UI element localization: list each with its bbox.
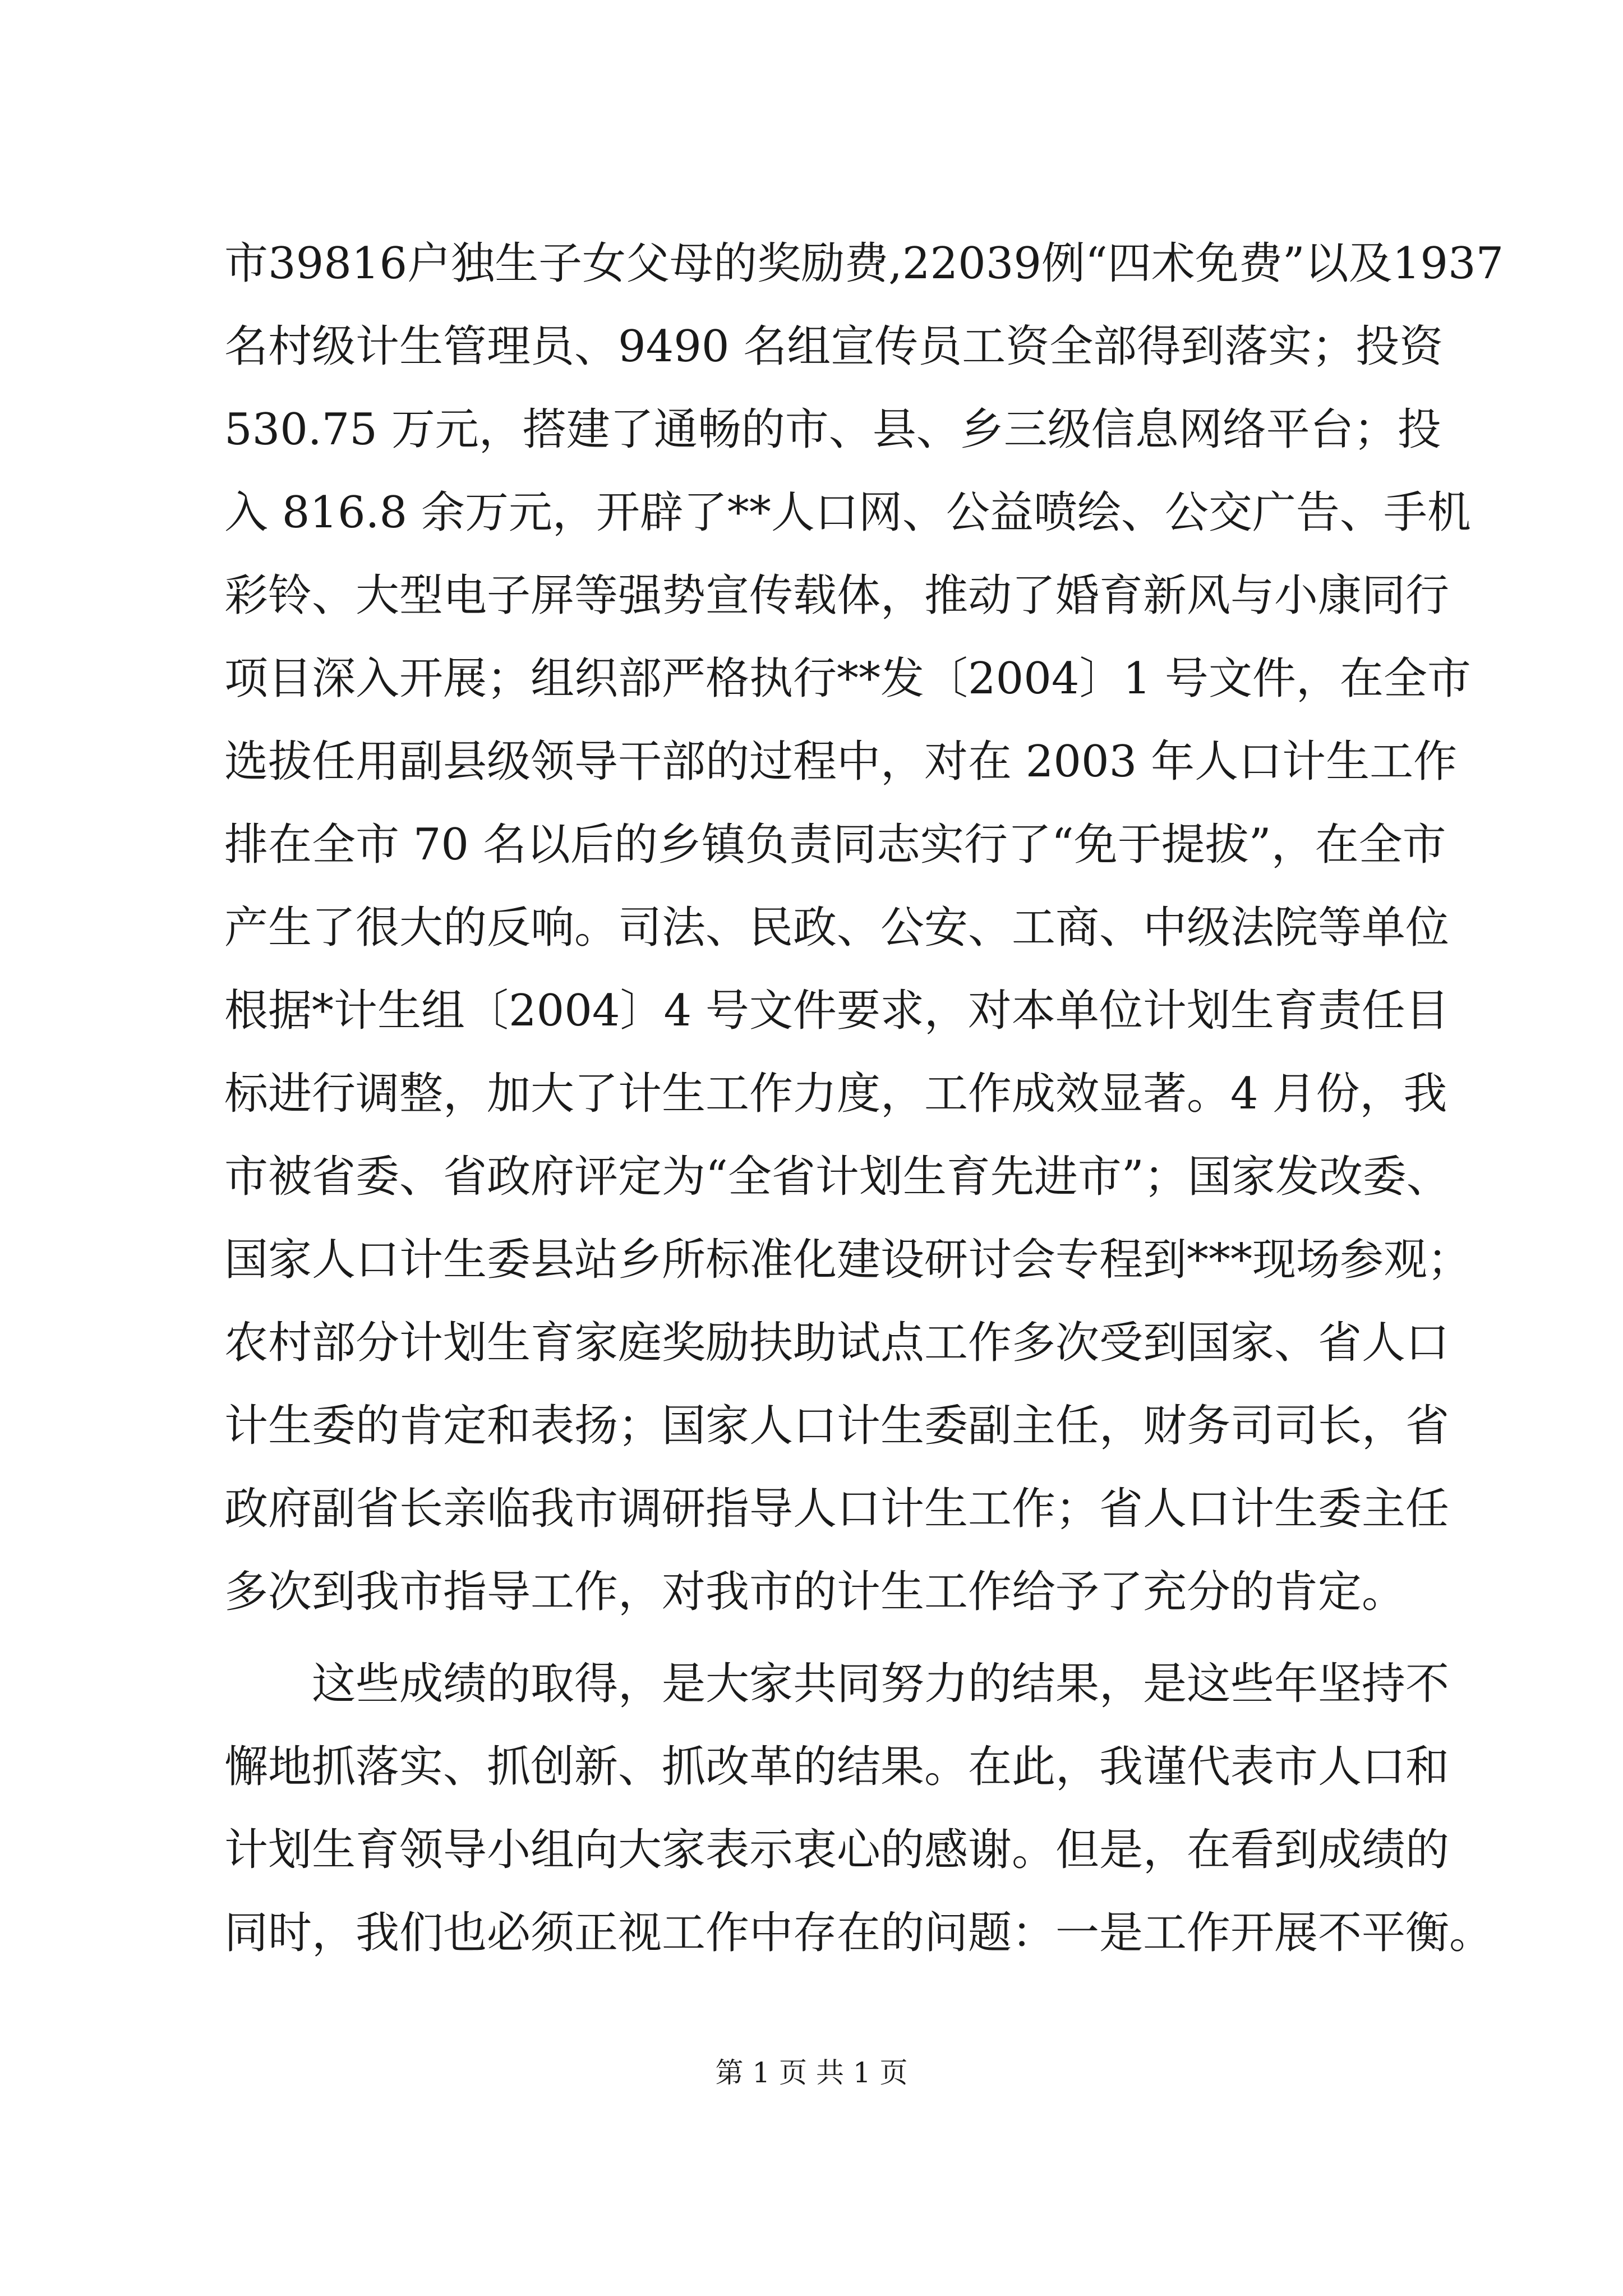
text-line: 选拔任用副县级领导干部的过程中，对在 2003 年人口计生工作 <box>224 737 1458 787</box>
text-line: 市被省委、省政府评定为“全省计划生育先进市”；国家发改委、 <box>224 1152 1450 1202</box>
text-line: 排在全市 70 名以后的乡镇负责同志实行了“免于提拔”，在全市 <box>224 820 1446 870</box>
text-line: 农村部分计划生育家庭奖励扶助试点工作多次受到国家、省人口 <box>224 1318 1450 1368</box>
text-line: 同时，我们也必须正视工作中存在的问题：一是工作开展不平衡。 <box>224 1908 1493 1958</box>
text-line: 懈地抓落实、抓创新、抓改革的结果。在此，我谨代表市人口和 <box>224 1742 1450 1792</box>
text-line: 项目深入开展；组织部严格执行**发〔2004〕1 号文件，在全市 <box>224 654 1471 704</box>
text-line: 530.75 万元，搭建了通畅的市、县、乡三级信息网络平台；投 <box>224 404 1441 455</box>
text-line: 计划生育领导小组向大家表示衷心的感谢。但是，在看到成绩的 <box>224 1825 1450 1875</box>
text-line: 彩铃、大型电子屏等强势宣传载体，推动了婚育新风与小康同行 <box>224 570 1450 621</box>
text-line: 计生委的肯定和表扬；国家人口计生委副主任，财务司司长，省 <box>224 1401 1450 1451</box>
text-line: 国家人口计生委县站乡所标准化建设研讨会专程到***现场参观； <box>224 1235 1472 1285</box>
text-line: 标进行调整，加大了计生工作力度，工作成效显著。4 月份，我 <box>224 1069 1447 1119</box>
text-line: 产生了很大的反响。司法、民政、公安、工商、中级法院等单位 <box>224 903 1450 953</box>
text-line: 入 816.8 余万元，开辟了**人口网、公益喷绘、公交广告、手机 <box>224 487 1471 538</box>
text-line: 名村级计生管理员、9490 名组宣传员工资全部得到落实；投资 <box>224 321 1444 372</box>
paragraph-start-line: 这些成绩的取得，是大家共同努力的结果，是这些年坚持不 <box>224 1659 1450 1709</box>
text-line: 市39816户独生子女父母的奖励费,22039例“四术免费”以及1937 <box>224 238 1504 289</box>
text-line: 多次到我市指导工作，对我市的计生工作给予了充分的肯定。 <box>224 1567 1406 1617</box>
text-line: 根据*计生组〔2004〕4 号文件要求，对本单位计划生育责任目 <box>224 986 1449 1036</box>
page-footer: 第 1 页 共 1 页 <box>715 2056 908 2089</box>
text-line: 政府副省长亲临我市调研指导人口计生工作；省人口计生委主任 <box>224 1484 1450 1534</box>
